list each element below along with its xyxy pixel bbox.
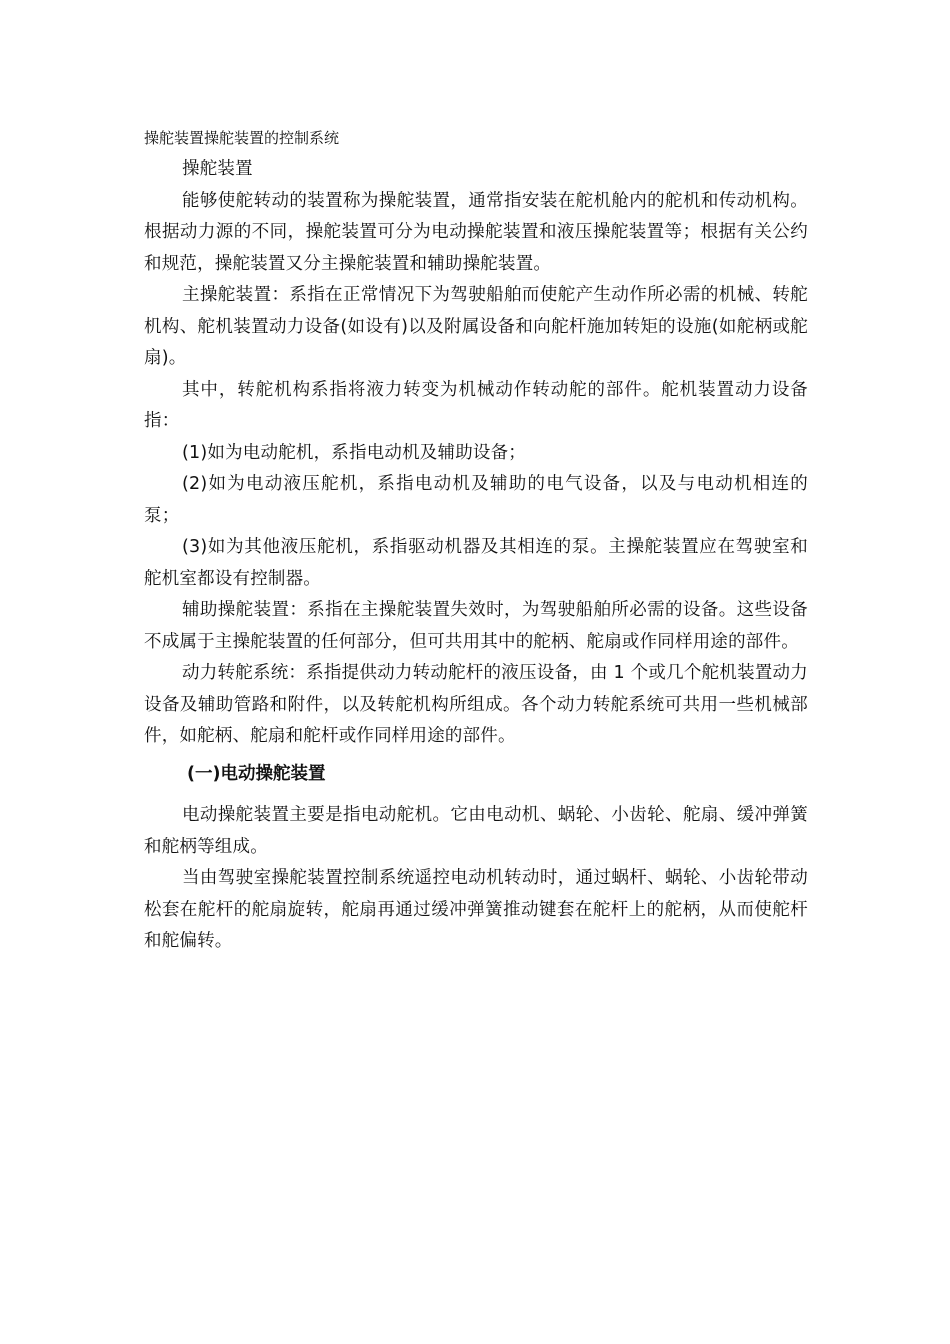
document-page (144, 124, 808, 958)
paragraph-power-actuating-system: 动力转舵系统：系指提供动力转动舵杆的液压设备，由 1 个或几个舵机装置动力设备及辅助管路和附件，以及转舵机构所组成。各个动力转舵系统可共用一些机械部件，如舵柄、舵扇和舵杆或作同样用途的部件。 (144, 663, 808, 746)
paragraph-rudder-actuator: 其中，转舵机构系指将液力转变为机械动作转动舵的部件。舵机装置动力设备指： (144, 379, 808, 431)
paragraph-operation: 当由驾驶室操舵装置控制系统遥控电动机转动时，通过蜗杆、蜗轮、小齿轮带动松套在舵杆的舵扇旋转，舵扇再通过缓冲弹簧推动键套在舵杆上的舵柄，从而使舵杆和舵偏转。 (144, 868, 808, 951)
paragraph-electric-steering-gear: 电动操舵装置主要是指电动舵机。它由电动机、蜗轮、小齿轮、舵扇、缓冲弹簧和舵柄等组成。 (144, 805, 808, 857)
paragraph-list-item-2: (2)如为电动液压舵机，系指电动机及辅助的电气设备，以及与电动机相连的泵； (144, 474, 808, 526)
paragraph-list-item-3: (3)如为其他液压舵机，系指驱动机器及其相连的泵。主操舵装置应在驾驶室和舵机室都设有控制器。 (144, 537, 808, 589)
paragraph-main-steering-gear: 主操舵装置：系指在正常情况下为驾驶船舶而使舵产生动作所必需的机械、转舵机构、舵机装置动力设备(如设有)以及附属设备和向舵杆施加转矩的设施(如舵柄或舵扇)。 (144, 285, 808, 368)
paragraph-definition: 能够使舵转动的装置称为操舵装置，通常指安装在舵机舱内的舵机和传动机构。根据动力源的不同，操舵装置可分为电动操舵装置和液压操舵装置等；根据有关公约和规范，操舵装置又分主操舵装置和辅助操舵装置。 (144, 190, 808, 274)
paragraph-auxiliary-steering-gear: 辅助操舵装置：系指在主操舵装置失效时，为驾驶船舶所必需的设备。这些设备不成属于主操舵装置的任何部分，但可共用其中的舵柄、舵扇或作同样用途的部件。 (144, 600, 808, 652)
section-heading: (一)电动操舵装置 (187, 763, 326, 784)
document-title: 操舵装置操舵装置的控制系统 (144, 129, 340, 147)
paragraph-list-item-1: (1)如为电动舵机，系指电动机及辅助设备； (182, 442, 526, 463)
paragraph-heading-steering-gear: 操舵装置 (182, 159, 253, 179)
